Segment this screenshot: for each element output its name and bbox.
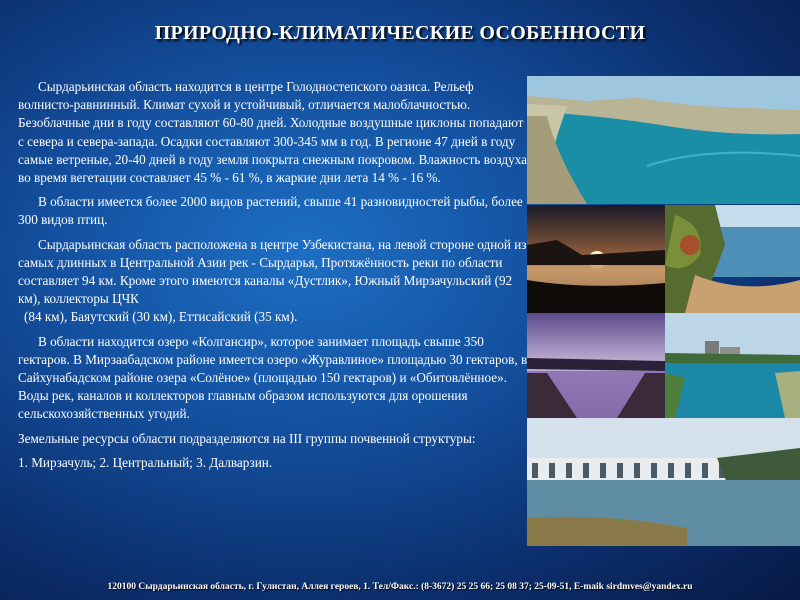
contact-footer: 120100 Сырдарьинская область, г. Гулистан, Аллея героев, 1. Тел/Факс.: (8-3672) 25 25 66; 25 08 37; 25-09-51, E-maik sirdmves@yandex.ru [107, 582, 693, 592]
slide-title: ПРИРОДНО-КЛИМАТИЧЕСКИЕ ОСОБЕННОСТИ [154, 22, 646, 44]
rivers-text-cont: (84 км), Баяутский (30 км), Еттисайский (35 км). [24, 309, 298, 325]
purple-canal-photo [527, 313, 665, 418]
paragraph-rivers [18, 236, 528, 327]
paragraph-land-resources: Земельные ресурсы области подразделяются на III группы почвенной структуры: [18, 430, 476, 446]
dam-photo [527, 418, 800, 546]
sunset-photo [527, 205, 665, 313]
paragraph-lakes: В области находится озеро «Колгансир», которое занимает площадь свыше 350 гектаров. В Мирзаабадском районе имеется озеро «Журавлиное» площадью 30 гектаров, в Сайхунабадском районе озера «Солёное» (площадью 150 гектаров) и «Обитовлённое». Воды рек, каналов и коллекторов главным образом используются для орошения сельскохозяйственных угодий. [18, 333, 528, 422]
paragraph-biodiversity: В области имеется более 2000 видов растений, свыше 41 разновидностей рыбы, более 300 видов птиц. [18, 194, 523, 228]
reservoir-photo [665, 313, 800, 418]
paragraph-climate: Сырдарьинская область находится в центре Голодностепского оазиса. Рельеф волнисто-равнинный. Климат сухой и устойчивый, отличается малоблачностью. Безоблачные дни в году составляют 60-80 дней. Холодные воздушные циклоны попадают с севера и севера-запада. Осадки составляют 300-345 мм в год. В регионе 47 дней в году самые ветреные, 20-40 дней в году земля покрыта снежным покровом. Влажность воздуха во время вегетации составляет 45 % - 61 %, в жаркие дни лета 14 % - 16 %. [18, 79, 527, 186]
river-bank-photo [527, 76, 800, 204]
riverside-trees-photo [665, 205, 800, 313]
slide-body-text [18, 78, 528, 478]
paragraph-soil-groups: 1. Мирзачуль; 2. Центральный; 3. Далварзин. [18, 454, 273, 470]
rivers-text: Сырдарьинская область расположена в центре Узбекистана, на левой стороне одной из самых длинных в Центральной Азии рек - Сырдарья, Протяжённость реки по области составляет 94 км. Кроме этого имеются каналы «Дустлик», Южный Мирзачульский (92 км), коллекторы ЦЧК [18, 236, 527, 307]
